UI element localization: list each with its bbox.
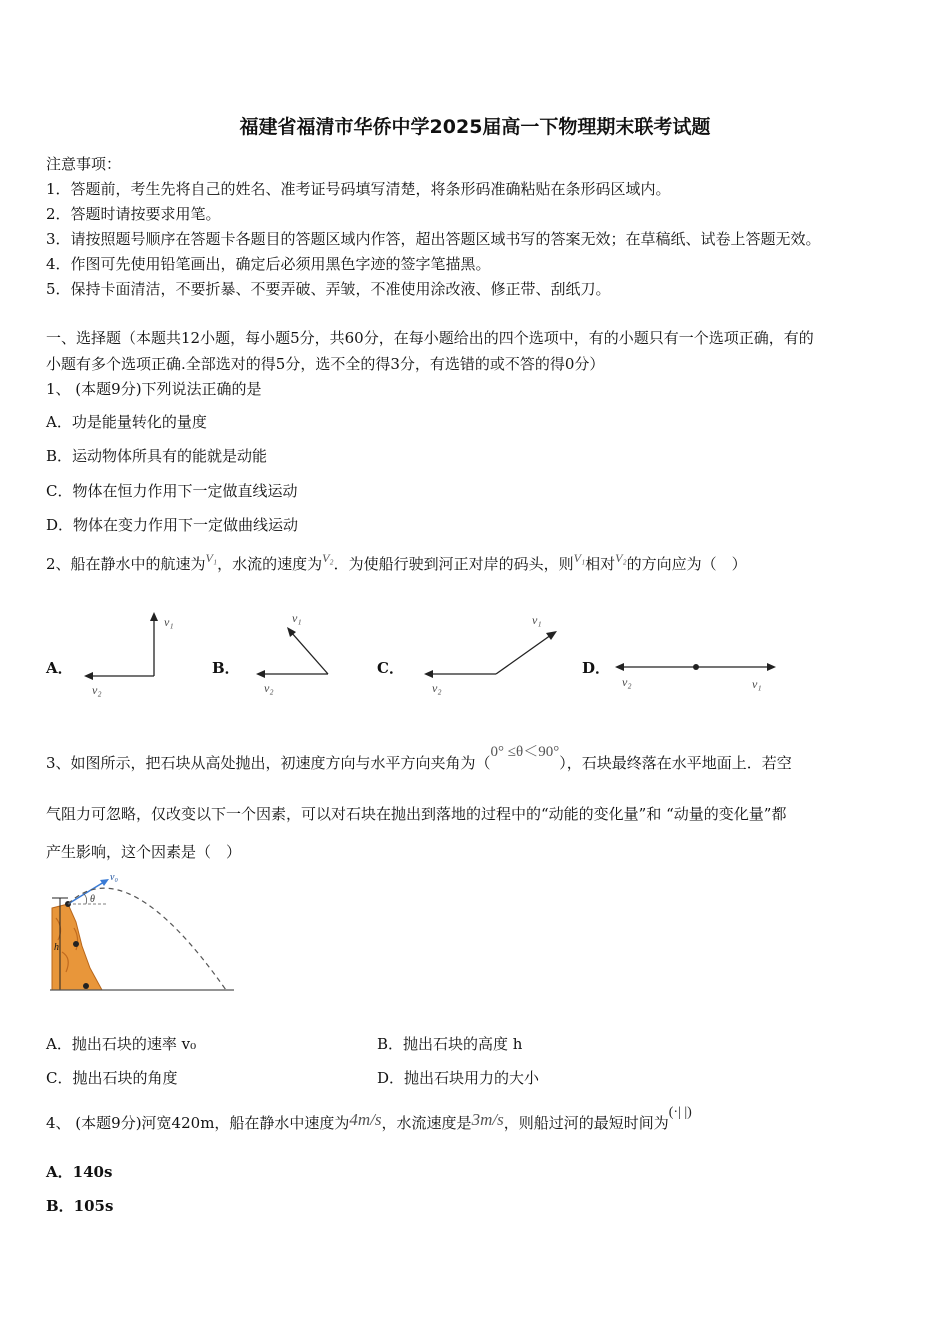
q2-stem xyxy=(46,553,747,574)
q3-option-b: B．抛出石块的高度 h xyxy=(377,1035,523,1053)
q2d-origin-dot xyxy=(693,664,699,670)
q3-angle-arc xyxy=(84,894,87,904)
q2-stem-part-4: 相对 xyxy=(585,555,616,573)
q3-v0-arrow-head xyxy=(100,879,109,886)
q2c-v1-arrow xyxy=(496,635,551,674)
page-title: 福建省福清市华侨中学2025届高一下物理期末联考试题 xyxy=(239,116,711,138)
note-item-3: 3．请按照题号顺序在答题卡各题目的答题区域内作答，超出答题区域书写的答案无效；在草稿纸、试卷上答题无效。 xyxy=(46,230,821,248)
q2-option-b-label: B． xyxy=(212,659,240,677)
q1-option-a: A．功是能量转化的量度 xyxy=(46,413,207,431)
q2a-v2-head xyxy=(84,672,93,680)
q2-v1-b: V₁ xyxy=(573,551,586,565)
q2-v2: V₂ xyxy=(322,551,334,565)
q1-option-d: D．物体在变力作用下一定做曲线运动 xyxy=(46,516,299,534)
notes-heading: 注意事项： xyxy=(46,155,122,173)
q3-stem-line-3: 产生影响，这个因素是（ ） xyxy=(46,843,242,861)
q2d-v2-head xyxy=(615,663,624,671)
q2b-v1-arrow xyxy=(291,632,328,674)
q2-stem-part-1: 2、船在静水中的航速为 xyxy=(46,555,206,573)
q3-stem-line-1 xyxy=(46,744,792,773)
q3-option-d: D．抛出石块用力的大小 xyxy=(377,1069,540,1087)
q3-h-label: h xyxy=(54,942,59,953)
q4-stem-part-2: ，水流速度是 xyxy=(381,1114,472,1132)
q3-theta-label: θ xyxy=(90,894,95,905)
q1-stem: 1、 (本题9分)下列说法正确的是 xyxy=(46,380,262,398)
q2-stem-part-3: ．为使船行驶到河正对岸的码头，则 xyxy=(333,555,574,573)
q4-current-speed: 3m/s xyxy=(471,1110,504,1129)
note-item-1: 1．答题前，考生先将自己的姓名、准考证号码填写清楚，将条形码准确粘贴在条形码区域内。 xyxy=(46,180,671,198)
q2b-v2-label: v₂ xyxy=(264,681,274,695)
q2-diagram-a xyxy=(78,606,188,701)
q2-v2-b: V₂ xyxy=(615,551,627,565)
q2c-v2-label: v₂ xyxy=(432,681,442,695)
q3-stem-line-2: 气阻力可忽略，仅改变以下一个因素，可以对石块在抛出到落地的过程中的“动能的变化量”和 “动量的变化量”都 xyxy=(46,805,787,823)
section-intro-line-2: 小题有多个选项正确.全部选对的得5分，选不全的得3分，有选错的或不答的得0分） xyxy=(46,355,605,373)
q2-diagram-c xyxy=(418,606,566,701)
q4-option-b: B．105s xyxy=(46,1197,114,1215)
q4-boat-speed: 4m/s xyxy=(349,1110,382,1129)
q3-stone-dot-1 xyxy=(73,941,79,947)
q3-stone-dot-2 xyxy=(83,983,89,989)
q3-stem-part-2: ），石块最终落在水平地面上．若空 xyxy=(559,754,792,772)
q1-option-b: B．运动物体所具有的能就是动能 xyxy=(46,447,268,465)
q3-stem-part-1: 3、如图所示，把石块从高处抛出，初速度方向与水平方向夹角为（ xyxy=(46,754,491,772)
q2-option-c-label: C． xyxy=(377,659,404,677)
q4-stem xyxy=(46,1105,692,1133)
q2d-v1-label: v₁ xyxy=(752,677,762,691)
note-item-4: 4．作图可先使用铅笔画出，确定后必须用黑色字迹的签字笔描黑。 xyxy=(46,255,491,273)
q4-stem-part-3: ，则船过河的最短时间为 xyxy=(503,1114,669,1132)
q2c-v1-label: v₁ xyxy=(532,613,542,627)
note-item-2: 2．答题时请按要求用笔。 xyxy=(46,205,221,223)
q2a-v1-label: v₁ xyxy=(164,615,174,629)
q2-diagram-b xyxy=(248,606,338,701)
q2-option-d-label: D． xyxy=(582,659,611,677)
q2c-v2-head xyxy=(424,670,433,678)
q3-option-a: A．抛出石块的速率 v₀ xyxy=(46,1035,197,1053)
q3-v0-arrow xyxy=(68,882,104,904)
q2c-v1-head xyxy=(546,631,557,640)
q4-stem-part-1: 4、 (本题9分)河宽420m，船在静水中速度为 xyxy=(46,1114,350,1132)
q3-figure xyxy=(46,868,238,998)
q2b-v2-head xyxy=(256,670,265,678)
q2-stem-part-5: 的方向应为（ ） xyxy=(626,555,747,573)
q3-v0-label: v₀ xyxy=(110,872,118,883)
note-item-5: 5．保持卡面清洁，不要折暴、不要弄破、弄皱，不准使用涂改液、修正带、刮纸刀。 xyxy=(46,280,611,298)
q2d-v2-label: v₂ xyxy=(622,675,632,689)
q4-option-a: A．140s xyxy=(46,1163,113,1181)
q2a-v1-head xyxy=(150,612,158,621)
q4-answer-blank: (·| |) xyxy=(668,1105,692,1120)
q1-option-c: C．物体在恒力作用下一定做直线运动 xyxy=(46,482,298,500)
q2-diagram-d xyxy=(608,640,788,700)
q2-option-a-label: A． xyxy=(46,659,73,677)
q2d-v1-head xyxy=(767,663,776,671)
section-intro-line-1: 一、选择题（本题共12小题，每小题5分，共60分，在每小题给出的四个选项中，有的小题只有一个选项正确，有的 xyxy=(46,329,814,347)
q2a-v2-label: v₂ xyxy=(92,683,102,697)
q3-angle-range: 0° ≤θ＜90° xyxy=(490,744,560,760)
q2b-v1-label: v₁ xyxy=(292,611,302,625)
q2-stem-part-2: ，水流的速度为 xyxy=(217,555,323,573)
q3-option-c: C．抛出石块的角度 xyxy=(46,1069,178,1087)
q2-v1: V₁ xyxy=(205,551,218,565)
